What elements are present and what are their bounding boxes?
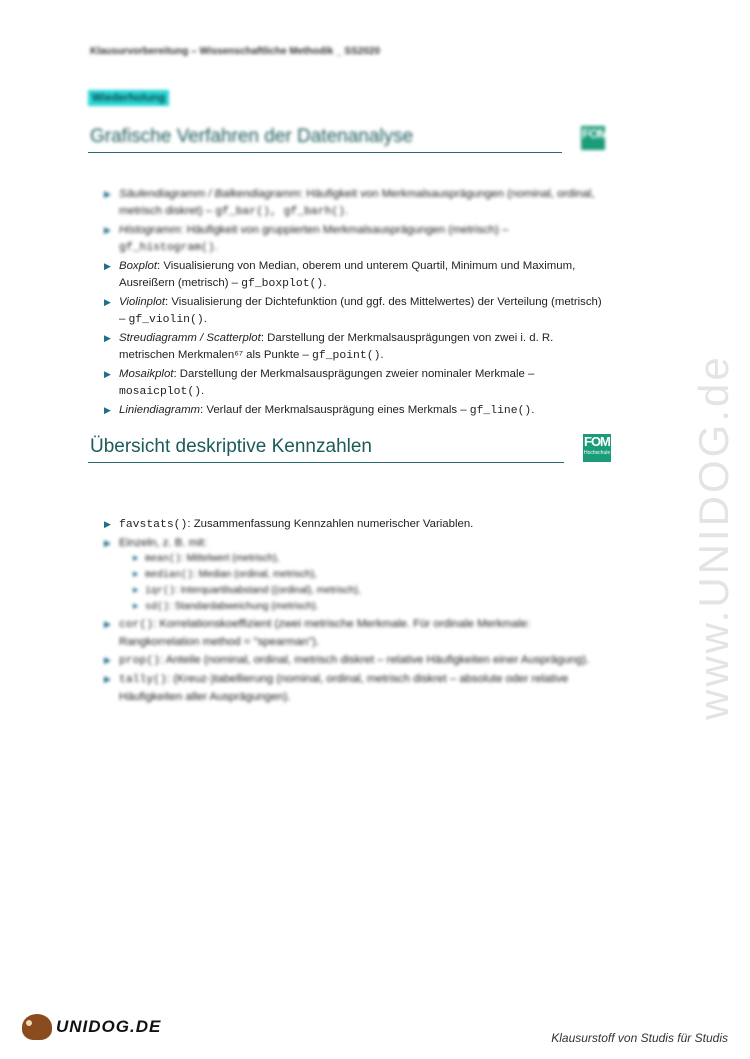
list-grafische-verfahren <box>104 186 604 421</box>
item-code: cor() <box>119 619 154 631</box>
item-code: gf_violin() <box>128 314 204 326</box>
item-tail: . <box>380 349 384 361</box>
list-item <box>104 516 604 534</box>
item-text: : Häufigkeit von gruppierten Merkmalsausprägungen (metrisch) – <box>180 224 509 236</box>
item-tail: . <box>345 205 349 217</box>
item-text: : Visualisierung der Dichtefunktion (und ggf. des Mittelwertes) der Verteilung (metrisch) – <box>119 296 602 325</box>
item-text: : Median (ordinal, metrisch), <box>193 569 317 580</box>
sub-list-item <box>133 568 604 583</box>
fom-logo: FOM <box>581 126 605 150</box>
list-item <box>104 616 604 651</box>
item-tail: . <box>531 404 535 416</box>
item-tail: . <box>201 385 205 397</box>
list-item <box>104 222 604 257</box>
list-item <box>104 366 604 401</box>
item-text: : Korrelationskoeffizient (zwei metrische Merkmale. Für ordinale Merkmale: Rangkorrelation method = "spearman"). <box>119 618 531 648</box>
list-item <box>104 258 604 293</box>
item-text: : Darstellung der Merkmalsausprägungen von zwei i. d. R. metrischen Merkmalen⁶⁷ als Punkte – <box>119 332 554 361</box>
item-text: : (Kreuz-)tabellierung (nominal, ordinal, metrisch diskret – absolute oder relative Häufigkeiten aller Ausprägungen). <box>119 673 569 703</box>
item-text: : Interquartilsabstand ((ordinal), metrisch), <box>175 585 361 596</box>
item-code: favstats() <box>119 519 188 531</box>
item-code: sd() <box>145 602 170 613</box>
item-lead: Histogramm <box>119 224 181 236</box>
running-header: Klausurvorbereitung – Wissenschaftliche Methodik _ SS2020 <box>90 46 380 57</box>
item-code: gf_bar(), gf_barh() <box>215 206 346 218</box>
item-lead: Boxplot <box>119 260 157 272</box>
item-text: : Darstellung der Merkmalsausprägungen zweier nominaler Merkmale – <box>173 368 535 380</box>
item-code: gf_histogram() <box>119 242 215 254</box>
sub-list <box>119 552 604 615</box>
list-item <box>104 402 604 420</box>
item-tail: . <box>203 313 207 325</box>
section-title-kennzahlen: Übersicht deskriptive Kennzahlen <box>90 436 372 457</box>
section-rule <box>88 462 564 463</box>
item-code: gf_line() <box>469 405 532 417</box>
item-tail: . <box>214 241 218 253</box>
watermark: www.UNIDOG.de <box>690 354 737 720</box>
list-item <box>104 535 604 615</box>
item-code: gf_boxplot() <box>241 278 324 290</box>
item-code: prop() <box>119 655 161 667</box>
section-tag: Wiederholung <box>88 90 169 106</box>
section-title-grafische: Grafische Verfahren der Datenanalyse <box>90 126 414 147</box>
item-code: mean() <box>145 554 182 565</box>
item-lead: Violinplot <box>119 296 166 308</box>
item-code: iqr() <box>145 586 176 597</box>
item-lead: Mosaikplot <box>119 368 174 380</box>
list-item <box>104 330 604 365</box>
item-lead: Streudiagramm / Scatterplot <box>119 332 261 344</box>
item-code: mosaicplot() <box>119 386 202 398</box>
item-text: : Verlauf der Merkmalsausprägung eines Merkmals – <box>200 404 470 416</box>
dog-mascot-icon <box>22 1014 52 1040</box>
list-item <box>104 652 604 670</box>
fom-logo: FOM Hochschule <box>583 434 611 462</box>
item-lead: Liniendiagramm <box>119 404 201 416</box>
item-text: Einzeln, z. B. mit: <box>119 537 207 549</box>
item-text: : Standardabweichung (metrisch). <box>169 601 319 612</box>
item-code: median() <box>145 570 194 581</box>
item-lead: Säulendiagramm / Balkendiagramm <box>119 188 301 200</box>
item-tail: . <box>323 277 327 289</box>
footer-tagline: Klausurstoff von Studis für Studis <box>551 1031 728 1045</box>
unidog-logo: UNIDOG.DE <box>22 1014 161 1040</box>
item-code: gf_point() <box>312 350 381 362</box>
item-text: : Mittelwert (metrisch), <box>181 553 280 564</box>
sub-list-item <box>133 600 604 615</box>
list-kennzahlen <box>104 516 604 707</box>
list-item <box>104 294 604 329</box>
list-item <box>104 186 604 221</box>
item-text: : Häufigkeit von Merkmalsausprägungen (nominal, ordinal, metrisch diskret) – <box>119 188 595 217</box>
item-text: : Visualisierung von Median, oberem und unterem Quartil, Minimum und Maximum, Ausreißern (metrisch) – <box>119 260 576 289</box>
list-item <box>104 671 604 706</box>
item-text: : Anteile (nominal, ordinal, metrisch diskret – relative Häufigkeiten einer Ausprägung). <box>160 654 590 666</box>
sub-list-item <box>133 584 604 599</box>
item-text: : Zusammenfassung Kennzahlen numerischer Variablen. <box>187 518 474 530</box>
item-code: tally() <box>119 674 167 686</box>
sub-list-item <box>133 552 604 567</box>
section-rule <box>88 152 562 153</box>
